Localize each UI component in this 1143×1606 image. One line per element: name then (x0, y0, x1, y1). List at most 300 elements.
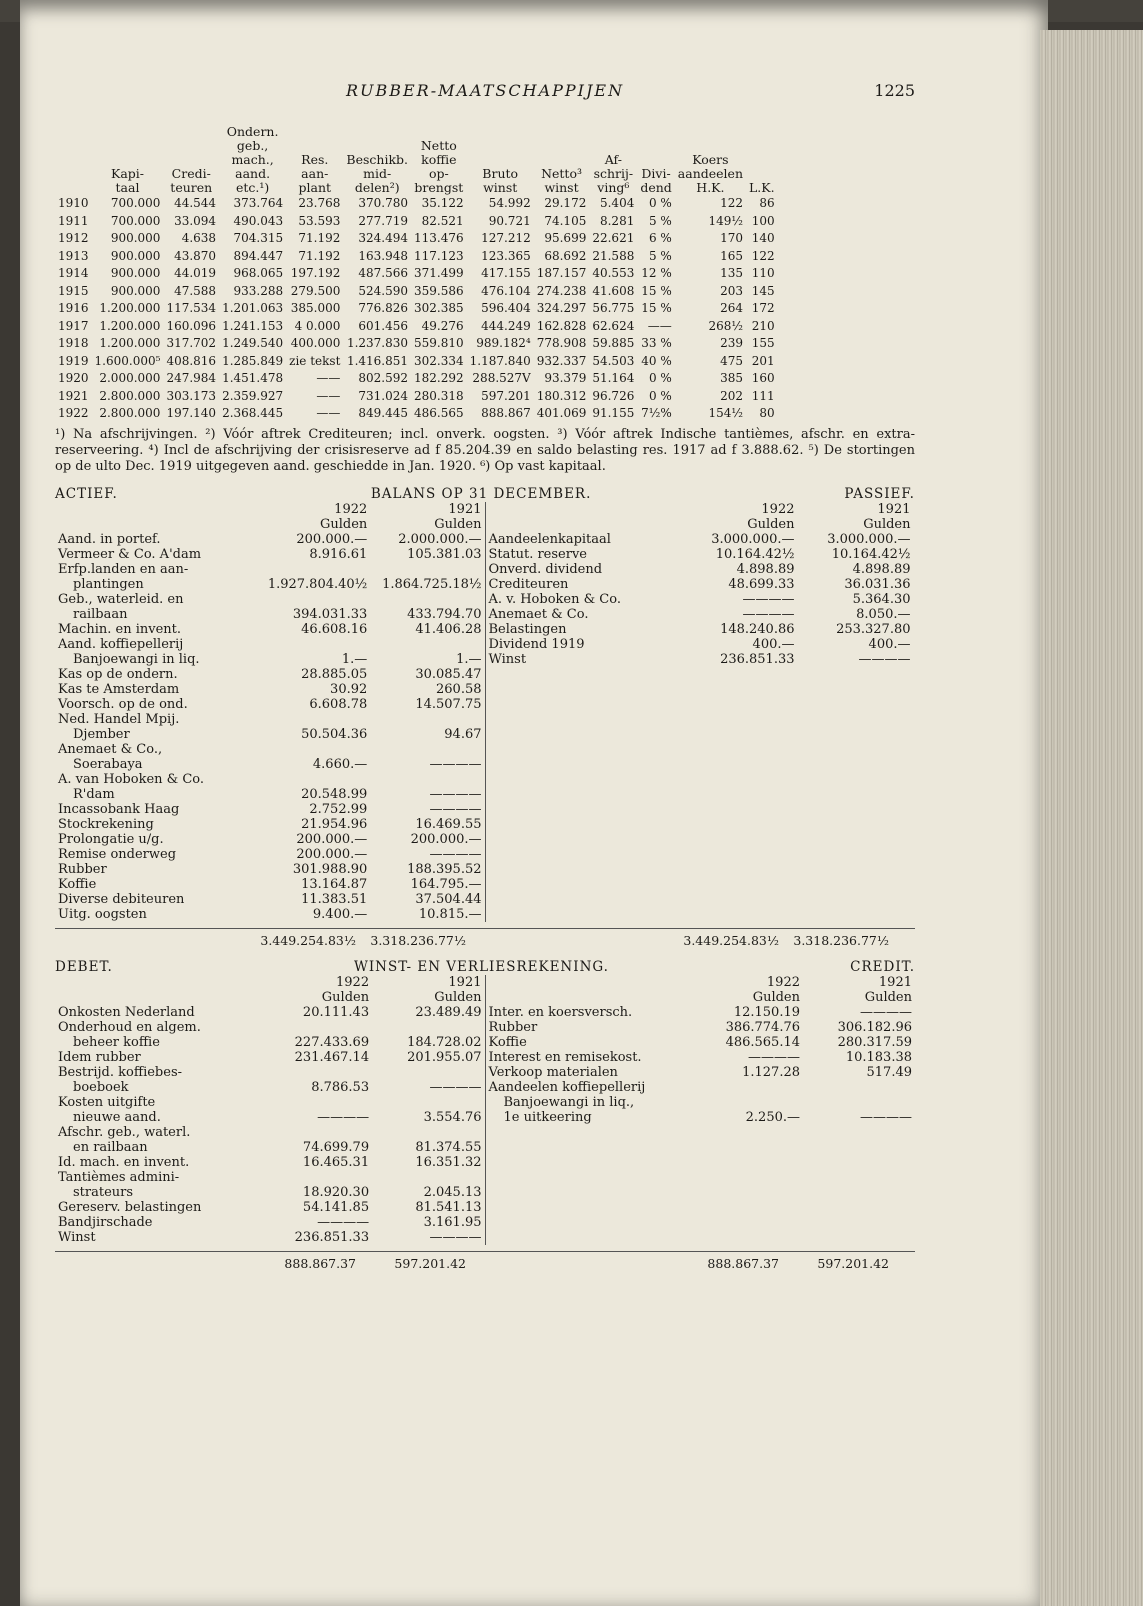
value-cell: 202 (720, 388, 743, 403)
value-cell: 163.948 (358, 248, 409, 263)
value-cell: 4.638 (181, 231, 217, 245)
ledger-label: Koffie (58, 876, 97, 892)
ledger-row (55, 652, 485, 667)
stats-row (55, 265, 778, 283)
value-cell: 155 (751, 336, 775, 350)
value-cell: 33.094 (174, 213, 217, 228)
amount-1922: 3.000.000.— (711, 531, 795, 547)
amount-1921: ———— (429, 756, 482, 772)
header-line: Bruto (482, 166, 519, 181)
amount-1921: 16.351.32 (415, 1154, 482, 1170)
footnotes: ¹) Na afschrijvingen. ²) Vóór aftrek Crediteuren; incl. onverk. oogsten. ³) Vóór aftrek Indische tantièmes, afschr. en extra-reserveering. ⁴) Incl de afschrijving der crisisreserve ad f 85.204.39 en saldo belasting res. 1917 ad f 3.888.62. ⁵) De stortingen op de ulto Dec. 1919 uitgegeven aand. geschiedde in Jan. 1920. ⁶) Op vast kapitaal. (55, 426, 915, 474)
stats-row (55, 405, 778, 423)
amount-1922: 148.240.86 (720, 621, 795, 637)
header-line: Divi- (641, 166, 671, 181)
amount-1922: 9.400.— (312, 906, 368, 922)
unit-label: Gulden (321, 989, 370, 1005)
passief-rows (486, 532, 914, 667)
ledger-label: Idem rubber (58, 1049, 141, 1065)
value-cell: 933.288 (233, 283, 284, 298)
ledger-row (55, 892, 485, 907)
value-cell: 900.000 (110, 248, 161, 263)
header-line: Ondern. (226, 124, 279, 139)
ledger-label: beheer koffie (73, 1034, 160, 1050)
amount-1921: 200.000.— (410, 831, 482, 847)
actief-column (55, 502, 486, 922)
value-cell: 932.337 (536, 353, 587, 368)
amount-1921: 306.182.96 (837, 1019, 912, 1035)
value-cell: 47.588 (174, 283, 217, 298)
value-cell: 2.359.927 (222, 388, 284, 403)
ledger-label: Bestrijd. koffiebes- (58, 1064, 183, 1080)
ledger-row (55, 1080, 485, 1095)
amount-1921 (370, 637, 484, 652)
header-line (166, 125, 216, 139)
unit-label: Gulden (752, 989, 800, 1005)
amount-1921: 400.— (868, 636, 911, 652)
ledger-label: Rubber (488, 1019, 538, 1035)
value-cell: 1.451.478 (222, 371, 284, 385)
header-line (749, 167, 775, 181)
value-cell: 597.201 (481, 388, 531, 403)
ledger-row (55, 877, 485, 892)
value-cell: 1.201.063 (222, 301, 284, 315)
amount-1921: ———— (860, 1109, 912, 1125)
amount-1921: 253.327.80 (836, 621, 911, 637)
ledger-label: Banjoewangi in liq., (503, 1094, 635, 1110)
ledger-row (486, 637, 914, 652)
value-cell: 1.600.000⁵ (94, 353, 161, 368)
header-line: mach., (231, 152, 274, 167)
value-cell: 1.249.540 (222, 336, 284, 350)
value-cell: 43.870 (174, 248, 217, 263)
header-line: Af- (604, 152, 622, 167)
amount-1922 (256, 712, 370, 727)
ledger-row (55, 862, 485, 877)
year-1921: 1921 (448, 501, 482, 517)
value-cell: 96.726 (592, 388, 635, 403)
header-line: teuren (170, 180, 213, 195)
header-line: op- (428, 166, 449, 181)
ledger-row (486, 607, 914, 622)
value-cell: 82.521 (421, 213, 464, 228)
debet-total-1921: 597.201.42 (394, 1255, 466, 1271)
value-cell: 280.318 (414, 388, 464, 403)
ledger-row (486, 1110, 916, 1125)
value-cell: 1.237.830 (346, 336, 409, 350)
ledger-row (55, 712, 485, 727)
ledger-label: Aandeelen koffiepellerij (488, 1079, 646, 1095)
header-line (166, 139, 216, 153)
value-cell: 187.157 (536, 266, 587, 280)
amount-1922 (260, 1125, 372, 1140)
year-cell: 1922 (58, 406, 89, 420)
ledger-row (55, 757, 485, 772)
amount-1921 (803, 1080, 915, 1095)
value-cell: 74.105 (544, 213, 587, 228)
debet-table (55, 975, 485, 1245)
value-cell: 1.200.000 (99, 318, 161, 333)
ledger-label: nieuwe aand. (73, 1109, 161, 1125)
value-cell: 317.702 (166, 336, 217, 350)
amount-1922: 236.851.33 (720, 651, 795, 667)
header-line (289, 139, 340, 153)
stats-row (55, 388, 778, 406)
ledger-label: Aandeelenkapitaal (488, 531, 611, 547)
ledger-row (486, 652, 914, 667)
amount-1922: 400.— (752, 636, 795, 652)
header-line (640, 153, 671, 167)
stats-row (55, 248, 778, 266)
value-cell: 160.096 (166, 318, 217, 333)
ledger-label: Inter. en koersversch. (488, 1004, 633, 1020)
ledger-row (55, 1125, 485, 1140)
debet-unit-row (55, 990, 485, 1005)
wv-heading (55, 960, 915, 975)
header-line: schrij- (593, 166, 634, 181)
amount-1921 (370, 592, 484, 607)
stats-body (55, 195, 778, 423)
amount-1921: 201.955.07 (407, 1049, 482, 1065)
stats-column-header (286, 125, 343, 195)
amount-1921: 1.864.725.18½ (382, 576, 482, 592)
balans-totals (55, 933, 915, 948)
amount-1921 (370, 712, 484, 727)
value-cell: 776.826 (358, 301, 409, 315)
value-cell: 53.593 (298, 213, 341, 228)
value-cell: 1.241.153 (222, 318, 284, 333)
value-cell: 117.123 (414, 248, 464, 263)
amount-1922: 21.954.96 (301, 816, 368, 832)
credit-unit-row (486, 990, 916, 1005)
amount-1921: 16.469.55 (415, 816, 482, 832)
amount-1922: ———— (742, 606, 795, 622)
value-cell: 288.527V (472, 371, 531, 385)
header-line: plant (298, 180, 332, 195)
ledger-row (486, 547, 914, 562)
ledger-label: Machin. en invent. (58, 621, 182, 637)
debet-year-row (55, 975, 485, 990)
value-cell: 700.000 (110, 213, 161, 228)
amount-1921: 184.728.02 (407, 1034, 482, 1050)
header-line: Kapi- (110, 166, 144, 181)
amount-1922 (260, 1095, 372, 1110)
amount-1922: 13.164.87 (301, 876, 368, 892)
ledger-row (486, 622, 914, 637)
year-cell: 1920 (58, 371, 89, 385)
value-cell: 802.592 (358, 371, 409, 385)
ledger-row (55, 1230, 485, 1245)
ledger-row (486, 1080, 916, 1095)
amount-1922: 8.916.61 (309, 546, 368, 562)
wv-total-rule (55, 1251, 915, 1252)
value-cell: 704.315 (233, 231, 284, 245)
value-cell: 210 (751, 318, 775, 333)
ledger-label: Kosten uitgifte (58, 1094, 156, 1110)
value-cell: 113.476 (414, 231, 464, 245)
stats-column-header (637, 125, 674, 195)
value-cell: 56.775 (592, 301, 635, 315)
value-cell: 90.721 (488, 213, 531, 228)
amount-1921 (372, 1170, 484, 1185)
amount-1922: 301.988.90 (292, 861, 368, 877)
value-cell: 476.104 (481, 283, 531, 298)
ledger-label: Erfp.landen en aan- (58, 561, 189, 577)
value-cell: 596.404 (481, 301, 531, 315)
stats-column-header (589, 125, 637, 195)
actief-unit-row (55, 517, 485, 532)
stats-row (55, 213, 778, 231)
value-cell: 122 (720, 196, 743, 210)
header-line: dend (640, 180, 672, 195)
credit-heading: CREDIT. (850, 958, 915, 975)
value-cell: zie tekst (289, 353, 341, 368)
header-line (749, 125, 775, 139)
value-cell: 1.187.840 (469, 353, 531, 368)
value-cell: 111 (751, 388, 775, 403)
value-cell: 324.494 (358, 231, 409, 245)
ledger-label: A. van Hoboken & Co. (58, 771, 205, 787)
year-1921: 1921 (878, 974, 912, 990)
value-cell: 95.699 (544, 231, 587, 245)
wv-title: WINST- EN VERLIESREKENING. (353, 958, 609, 975)
value-cell: 1.200.000 (99, 301, 161, 315)
ledger-row (486, 577, 914, 592)
ledger-row (55, 592, 485, 607)
year-1922: 1922 (766, 974, 800, 990)
ledger-row (486, 592, 914, 607)
amount-1922: 6.608.78 (309, 696, 368, 712)
value-cell: 71.192 (298, 231, 341, 245)
header-line (678, 125, 743, 139)
header-line (166, 153, 216, 167)
year-cell: 1913 (58, 248, 89, 263)
ledger-row (55, 1215, 485, 1230)
amount-1922: 20.548.99 (301, 786, 368, 802)
value-cell: 417.155 (481, 266, 531, 280)
ledger-row (55, 1110, 485, 1125)
amount-1922: 227.433.69 (294, 1034, 370, 1050)
value-cell: 778.908 (536, 336, 587, 350)
year-1922: 1922 (336, 974, 370, 990)
amount-1921: ———— (429, 786, 482, 802)
stats-row (55, 318, 778, 336)
value-cell: 2.800.000 (99, 406, 161, 420)
header-line: taal (115, 180, 140, 195)
amount-1922 (256, 742, 370, 757)
value-cell: 135 (720, 266, 743, 280)
stats-row (55, 283, 778, 301)
ledger-row (486, 1005, 916, 1020)
value-cell: 59.885 (592, 336, 635, 350)
amount-1921: ———— (429, 846, 482, 862)
ledger-row (55, 817, 485, 832)
value-cell: 900.000 (110, 283, 161, 298)
ledger-label: Winst (58, 1229, 96, 1245)
header-line: L.K. (749, 180, 775, 195)
ledger-row (55, 607, 485, 622)
amount-1922: 2.752.99 (309, 801, 368, 817)
ledger-label: Incassobank Haag (58, 801, 180, 817)
page-edges (1040, 30, 1143, 1606)
ledger-label: Belastingen (488, 621, 567, 637)
value-cell: 162.828 (536, 318, 587, 333)
ledger-label: Koffie (488, 1034, 527, 1050)
stats-row (55, 335, 778, 353)
ledger-row (55, 727, 485, 742)
amount-1922: 1.927.804.40½ (267, 576, 368, 592)
ledger-label: Djember (73, 726, 130, 742)
ledger-label: Ned. Handel Mpij. (58, 711, 180, 727)
ledger-label: Onderhoud en algem. (58, 1019, 201, 1035)
amount-1921: 260.58 (436, 681, 482, 697)
page-content (55, 75, 915, 1271)
value-cell: 29.172 (544, 196, 587, 210)
ledger-row (55, 682, 485, 697)
header-line (640, 139, 671, 153)
actief-rows (55, 532, 485, 922)
ledger-row (486, 1065, 916, 1080)
ledger-label: Tantièmes admini- (58, 1169, 180, 1185)
value-cell: 44.019 (174, 266, 217, 280)
value-cell: 264 (720, 301, 743, 315)
year-header (55, 125, 92, 195)
amount-1922: 231.467.14 (294, 1049, 370, 1065)
value-cell: 6 % (648, 231, 672, 245)
wv-totals (55, 1256, 915, 1271)
ledger-label: Id. mach. en invent. (58, 1154, 190, 1170)
value-cell: 0 % (648, 371, 672, 385)
header-line: aand. (235, 166, 271, 181)
stats-column-header (343, 125, 411, 195)
ledger-row (55, 907, 485, 922)
amount-1922: 48.699.33 (728, 576, 795, 592)
ledger-label: R'dam (73, 786, 115, 802)
running-header (55, 75, 915, 105)
amount-1922 (256, 562, 370, 577)
amount-1922: 20.111.43 (302, 1004, 370, 1020)
value-cell: —— (647, 318, 672, 333)
header-line: geb., (236, 138, 269, 153)
value-cell: 373.764 (233, 196, 284, 210)
year-cell: 1910 (58, 196, 89, 210)
amount-1922: 4.660.— (312, 756, 368, 772)
value-cell: 302.385 (414, 301, 464, 315)
actief-year-row (55, 502, 485, 517)
value-cell: 490.043 (233, 213, 284, 228)
stats-row (55, 195, 778, 213)
ledger-label: Voorsch. op de ond. (58, 696, 188, 712)
amount-1921: 36.031.36 (844, 576, 911, 592)
ledger-row (55, 697, 485, 712)
actief-heading: ACTIEF. (55, 485, 118, 502)
year-1921: 1921 (877, 501, 911, 517)
debet-heading: DEBET. (55, 958, 113, 975)
ledger-label: Geb., waterleid. en (58, 591, 184, 607)
value-cell: 274.238 (536, 283, 587, 298)
header-line (537, 153, 587, 167)
amount-1922: 46.608.16 (301, 621, 368, 637)
value-cell: 180.312 (536, 388, 587, 403)
header-line: aandeelen (677, 166, 743, 181)
value-cell: 91.155 (592, 406, 635, 420)
header-line (537, 139, 587, 153)
amount-1922: ———— (317, 1109, 370, 1125)
value-cell: 5 % (648, 213, 672, 228)
amount-1921 (372, 1020, 484, 1035)
actief-total-1921: 3.318.236.77½ (370, 932, 466, 948)
header-line: winst (544, 180, 579, 195)
value-cell: 849.445 (358, 406, 409, 420)
value-cell: 277.719 (358, 213, 409, 228)
value-cell: 2.800.000 (99, 388, 161, 403)
ledger-row (55, 1020, 485, 1035)
value-cell: 35.122 (421, 196, 464, 210)
winst-verlies (55, 975, 915, 1245)
header-line (640, 125, 671, 139)
amount-1922: 236.851.33 (294, 1229, 370, 1245)
amount-1922: 11.383.51 (301, 891, 368, 907)
value-cell: 324.297 (536, 301, 587, 315)
value-cell: 122 (751, 248, 775, 263)
header-line: Credi- (171, 166, 211, 181)
amount-1921: 517.49 (866, 1064, 912, 1080)
value-cell: 182.292 (414, 371, 464, 385)
ledger-row (55, 1035, 485, 1050)
value-cell: 41.608 (592, 283, 635, 298)
ledger-label: Banjoewangi in liq. (73, 651, 200, 667)
year-cell: 1918 (58, 336, 89, 350)
running-title: RUBBER-MAATSCHAPPIJEN (345, 81, 625, 100)
ledger-row (55, 1005, 485, 1020)
value-cell: 197.192 (290, 266, 341, 280)
value-cell: 149½ (708, 213, 743, 228)
stats-column-header (92, 125, 164, 195)
header-line (470, 125, 531, 139)
credit-total-1922: 888.867.37 (707, 1255, 779, 1271)
amount-1922 (260, 1065, 372, 1080)
ledger-label: Aand. koffiepellerij (58, 636, 184, 652)
debet-column (55, 975, 486, 1245)
value-cell: 40.553 (592, 266, 635, 280)
unit-label: Gulden (434, 516, 482, 532)
ledger-row (55, 832, 485, 847)
amount-1922: 200.000.— (296, 531, 368, 547)
amount-1921: 2.045.13 (423, 1184, 482, 1200)
amount-1921: 105.381.03 (407, 546, 482, 562)
amount-1921: 30.085.47 (415, 666, 482, 682)
amount-1922: 28.885.05 (301, 666, 368, 682)
header-line (749, 139, 775, 153)
amount-1922 (260, 1170, 372, 1185)
ledger-row (55, 787, 485, 802)
ledger-label: plantingen (73, 576, 144, 592)
value-cell: 44.544 (174, 196, 217, 210)
ledger-label: Onverd. dividend (488, 561, 603, 577)
value-cell: —— (316, 388, 341, 403)
ledger-row (486, 1020, 916, 1035)
ledger-label: Anemaet & Co. (488, 606, 589, 622)
amount-1921: 8.050.— (856, 606, 911, 622)
value-cell: 268½ (708, 318, 743, 333)
value-cell: 15 % (641, 301, 672, 315)
value-cell: 2.368.445 (222, 406, 284, 420)
header-line: Koers (692, 152, 729, 167)
amount-1921: 10.183.38 (845, 1049, 912, 1065)
ledger-row (55, 772, 485, 787)
passief-heading: PASSIEF. (844, 485, 915, 502)
header-line (346, 125, 408, 139)
